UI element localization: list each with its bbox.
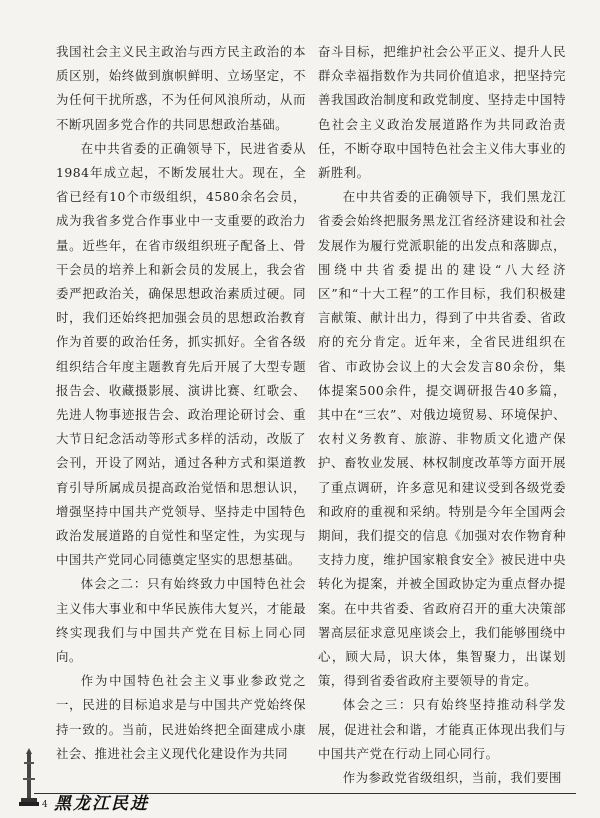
monument-icon xyxy=(18,748,40,808)
right-column xyxy=(318,40,566,790)
paragraph: 体会之二：只有始终致力中国特色社会主义伟大事业和中华民族伟大复兴，才能最终实现我们与中国共产党在目标上同心同向。 xyxy=(56,576,306,665)
paragraph: 作为中国特色社会主义事业参政党之一，民进的目标追求是与中国共产党始终保持一致的。当前，民进始终把全面建成小康社会、推进社会主义现代化建设作为共同 xyxy=(56,673,306,761)
paragraph: 在中共省委的正确领导下，我们黑龙江省委会始终把服务黑龙江省经济建设和社会发展作为履行党派职能的出发点和落脚点，围绕中共省委提出的建设“八大经济区”和“十大工程”的工作目标，我们积极建言献策、献计出力，得到了中共省委、省政府的充分肯定。近年来，全省民进组织在省、市政协会议上的大会发言80余份，集体提案500余件，提交调研报告40多篇，其中在“三农”、对俄边境贸易、环境保护、农村义务教育、旅游、非物质文化遗产保护、畜牧业发展、林权制度改革等方面开展了重点调研，许多意见和建议受到各级党委和政府的重视和采纳。特别是今年全国两会期间，我们提交的信息《加强对农作物育种支持力度，维护国家粮食安全》被民进中央转化为提案，并被全国政协定为重点督办提案。在中共省委、省政府召开的重大决策部署高层征求意见座谈会上，我们能够围绕中心，顾大局，识大体，集智聚力，出谋划策，得到省委省政府主要领导的肯定。 xyxy=(318,189,566,689)
paragraph: 我国社会主义民主政治与西方民主政治的本质区别，始终做到旗帜鲜明、立场坚定，不为任何干扰所惑，不为任何风浪所动，从而不断巩固多党合作的共同思想政治基础。 xyxy=(56,44,306,132)
paragraph: 奋斗目标，把维护社会公平正义、提升人民群众幸福指数作为共同价值追求，把坚持完善我国政治制度和政党制度、坚持走中国特色社会主义政治发展道路作为共同政治责任，不断夺取中国特色社会主义伟大事业的新胜利。 xyxy=(318,44,566,181)
magazine-title: 黑龙江民进 xyxy=(54,794,149,814)
paragraph: 作为参政党省级组织，当前，我们要围 xyxy=(342,770,562,786)
page-footer xyxy=(0,748,600,818)
paragraph: 在中共省委的正确领导下，民进省委从1984年成立起，不断发展壮大。现在，全省已经有10个市级组织，4580余名会员，成为我省多党合作事业中一支重要的政治力量。近些年，在省市级组织班子配备上、骨干会员的培养上和新会员的发展上，我会省委严把政治关，确保思想政治素质过硬。同时，我们还始终把加强会员的思想政治教育作为首要的政治任务，抓实抓好。全省各级组织结合年度主题教育先后开展了大型专题报告会、收藏摄影展、演讲比赛、红歌会、先进人物事迹报告会、政治理论研讨会、重大节日纪念活动等形式多样的活动，改版了会刊，开设了网站，通过各种方式和渠道教育引导所属成员提高政治觉悟和思想认识，增强坚持中国共产党领导、坚持走中国特色政治发展道路的自觉性和坚定性，为实现与中国共产党同心同德奠定坚实的思想基础。 xyxy=(56,140,306,568)
page-number: 4 xyxy=(42,800,48,810)
paragraph: 体会之三：只有始终坚持推动科学发展，促进社会和谐，才能真正体现出我们与中国共产党在行动上同心同行。 xyxy=(318,697,566,761)
left-column xyxy=(56,40,306,766)
